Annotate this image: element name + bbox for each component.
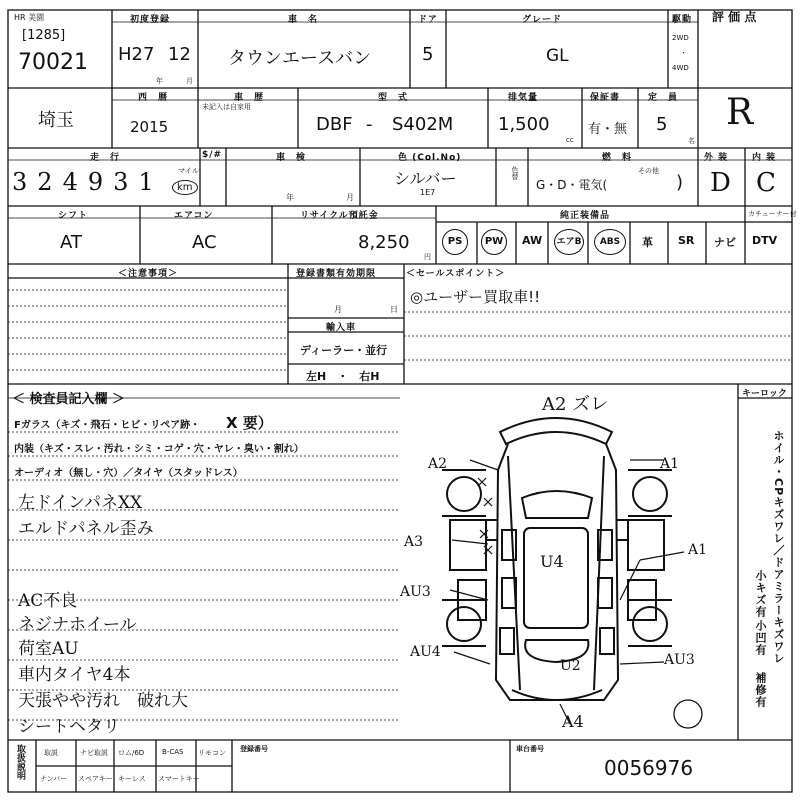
steering-side: 左H ・ 右H [306, 370, 380, 383]
equip-dtv: DTV [752, 234, 778, 247]
mileage-digit: 4 [62, 168, 78, 196]
diagram-label: U4 [540, 552, 564, 571]
mileage-unit-km: km [172, 180, 198, 195]
seats-value: 5 [656, 114, 668, 135]
lot-bracket: [1285] [22, 28, 66, 43]
drive-4wd: 4WD [672, 64, 689, 72]
handwritten-note: 車内タイヤ4本 [18, 665, 131, 685]
first-reg-month: 12 [168, 44, 191, 65]
type-dash: - [366, 114, 373, 135]
grade-label: グレード [522, 15, 563, 25]
recycle-value: 8,250 [358, 232, 410, 253]
displacement-value: 1,500 [498, 114, 550, 135]
handwritten-note: 荷室AU [18, 639, 79, 659]
diagram-label: A1 [688, 542, 708, 558]
drive-label: 駆動 [672, 15, 693, 25]
diagram-label: AU3 [400, 584, 431, 600]
seats-label: 定 員 [648, 93, 679, 103]
inspection-month: 月 [346, 193, 354, 202]
equip-pw: PW [481, 229, 507, 255]
year-value: 2015 [130, 118, 169, 136]
drive-dot: ・ [680, 49, 687, 57]
reg-no-label: 登録番号 [240, 745, 268, 753]
score-value: R [726, 92, 754, 133]
grade-value: GL [546, 46, 569, 66]
diagram-label: A3 [404, 534, 424, 550]
color-change-label: 色替 [511, 166, 519, 180]
audio-line: オーディオ（無し・穴）／タイヤ（スタッドレス） [14, 468, 243, 479]
type-label: 型 式 [378, 93, 409, 103]
type-code: S402M [392, 114, 454, 135]
mileage-unit-mile: マイル [178, 167, 199, 175]
door-count: 5 [422, 44, 434, 65]
side-note: 小凹有 [754, 620, 767, 656]
chassis-number: 0056976 [604, 756, 694, 780]
import-label: 輸入車 [326, 323, 357, 333]
meter-label: $/# [202, 150, 223, 160]
equip-aw: AW [522, 234, 543, 247]
reg-month: 月 [334, 305, 342, 314]
reg-doc-label: 登録書類有効期限 [296, 269, 377, 279]
office-name: HR 美園 [14, 13, 45, 22]
footer-item: B-CAS [162, 748, 184, 756]
equip-sr: SR [678, 234, 695, 247]
lot-number: 70021 [18, 50, 88, 75]
sales-point-label: ＜セールスポイント＞ [406, 269, 506, 279]
equip-airbag: エアB [554, 229, 584, 255]
footer-item: キーレス [118, 775, 146, 783]
footer-side-label: 取扱説明 [15, 744, 25, 780]
diagram-label: AU3 [664, 652, 695, 668]
diagram-label: A1 [660, 456, 680, 472]
tuner-label: カチューナー付 [748, 210, 797, 218]
handwritten-note: ネジナホイール [18, 615, 137, 635]
displacement-label: 排気量 [508, 93, 539, 103]
mileage-digit: 1 [138, 168, 154, 196]
sales-point: ◎ユーザー買取車!! [410, 288, 541, 306]
footer-item: ナビ取説 [80, 749, 108, 757]
displacement-unit: cc [566, 136, 574, 144]
color-label: 色 (Col.No) [398, 153, 462, 163]
mileage-digit: 2 [37, 168, 53, 196]
history-label: 車 歴 [234, 93, 265, 103]
fuel-label: 燃 料 [602, 153, 633, 163]
interior-line: 内装（キズ・スレ・汚れ・シミ・コゲ・穴・ヤレ・臭い・割れ） [14, 444, 304, 455]
glass-mark: X 要） [226, 414, 273, 432]
equip-ps: PS [442, 229, 468, 255]
model-name: タウンエースバン [228, 48, 372, 69]
handwritten-note: エルドパネル歪み [18, 519, 154, 539]
inspector-label: ＜ 検査員記入欄 ＞ [12, 392, 126, 407]
footer-item: ロム/6D [118, 749, 145, 757]
equip-navi: ナビ [714, 236, 736, 249]
handwritten-note: AC不良 [18, 591, 78, 611]
diagram-label: U2 [560, 658, 581, 674]
fuel-close: ) [676, 172, 684, 193]
door-label: ドア [418, 15, 438, 25]
side-note: 補修有 [754, 672, 767, 708]
seats-unit: 名 [688, 137, 695, 145]
handwritten-note: シートヘタリ [18, 717, 120, 737]
score-label: 評 価 点 [712, 10, 757, 24]
history-note: 未記入は自家用 [202, 103, 251, 111]
footer-item: リモコン [198, 749, 226, 757]
glass-line: Fガラス（キズ・飛石・ヒビ・リペア跡・ [14, 420, 201, 431]
footer-item: スマートキー [158, 775, 200, 783]
recycle-label: リサイクル預託金 [300, 211, 379, 221]
fuel-other: その他 [638, 167, 659, 175]
interior-label: 内 装 [752, 153, 777, 163]
diagram-label: AU4 [410, 644, 441, 660]
shift-value: AT [60, 232, 82, 253]
exterior-label: 外 装 [704, 153, 729, 163]
footer-item: 取説 [44, 749, 58, 757]
mileage-label: 走 行 [90, 153, 121, 163]
mileage-digit: 3 [113, 168, 129, 196]
interior-value: C [756, 168, 776, 198]
color-value: シルバー [394, 169, 457, 188]
region: 埼玉 [38, 110, 74, 131]
month-unit: 月 [186, 77, 193, 85]
warranty-value: 有・無 [588, 122, 628, 137]
first-reg-label: 初度登録 [130, 15, 171, 25]
fuel-text: G・D・電気( [536, 178, 608, 192]
shift-label: シフト [58, 211, 89, 221]
recycle-yen: 円 [424, 253, 431, 261]
ac-value: AC [192, 232, 217, 253]
inspection-year: 年 [286, 193, 294, 202]
model-name-label: 車 名 [288, 15, 319, 25]
handwritten-note: 天張やや汚れ 破れ大 [18, 691, 188, 711]
ac-label: エアコン [174, 211, 214, 221]
inspection-label: 車 検 [276, 153, 307, 163]
diagram-label: A2 ズレ [542, 394, 609, 415]
warranty-label: 保証書 [590, 93, 621, 103]
type-prefix: DBF [316, 114, 353, 135]
mileage-digit: 9 [87, 168, 104, 196]
dealer-parallel: ディーラー・並行 [300, 344, 388, 357]
year-label: 西 暦 [138, 93, 169, 103]
drive-2wd: 2WD [672, 34, 689, 42]
equipment-label: 純正装備品 [560, 211, 611, 221]
mileage-digit: 3 [12, 168, 28, 196]
color-code: 1E7 [420, 188, 436, 197]
footer-item: ナンバー [40, 775, 68, 783]
equip-leather: 革 [642, 236, 653, 249]
keyless-label: キーロック [742, 389, 787, 399]
equip-abs: ABS [594, 229, 626, 255]
chassis-label: 車台番号 [516, 745, 544, 753]
diagram-label: A4 [562, 712, 584, 731]
footer-item: スペアキー [78, 775, 113, 783]
exterior-value: D [710, 168, 731, 198]
handwritten-note: 左ドインパネXX [18, 493, 143, 513]
reg-day: 日 [390, 305, 398, 314]
diagram-label: A2 [428, 456, 448, 472]
caution-label: ＜注意事項＞ [118, 269, 179, 279]
first-reg-era: H27 [118, 44, 155, 65]
side-label: ホイル・CPキズワレ／ドアミラーキズワレ [772, 430, 785, 665]
year-unit: 年 [156, 77, 163, 85]
side-note: 小キズ有 [754, 570, 767, 618]
